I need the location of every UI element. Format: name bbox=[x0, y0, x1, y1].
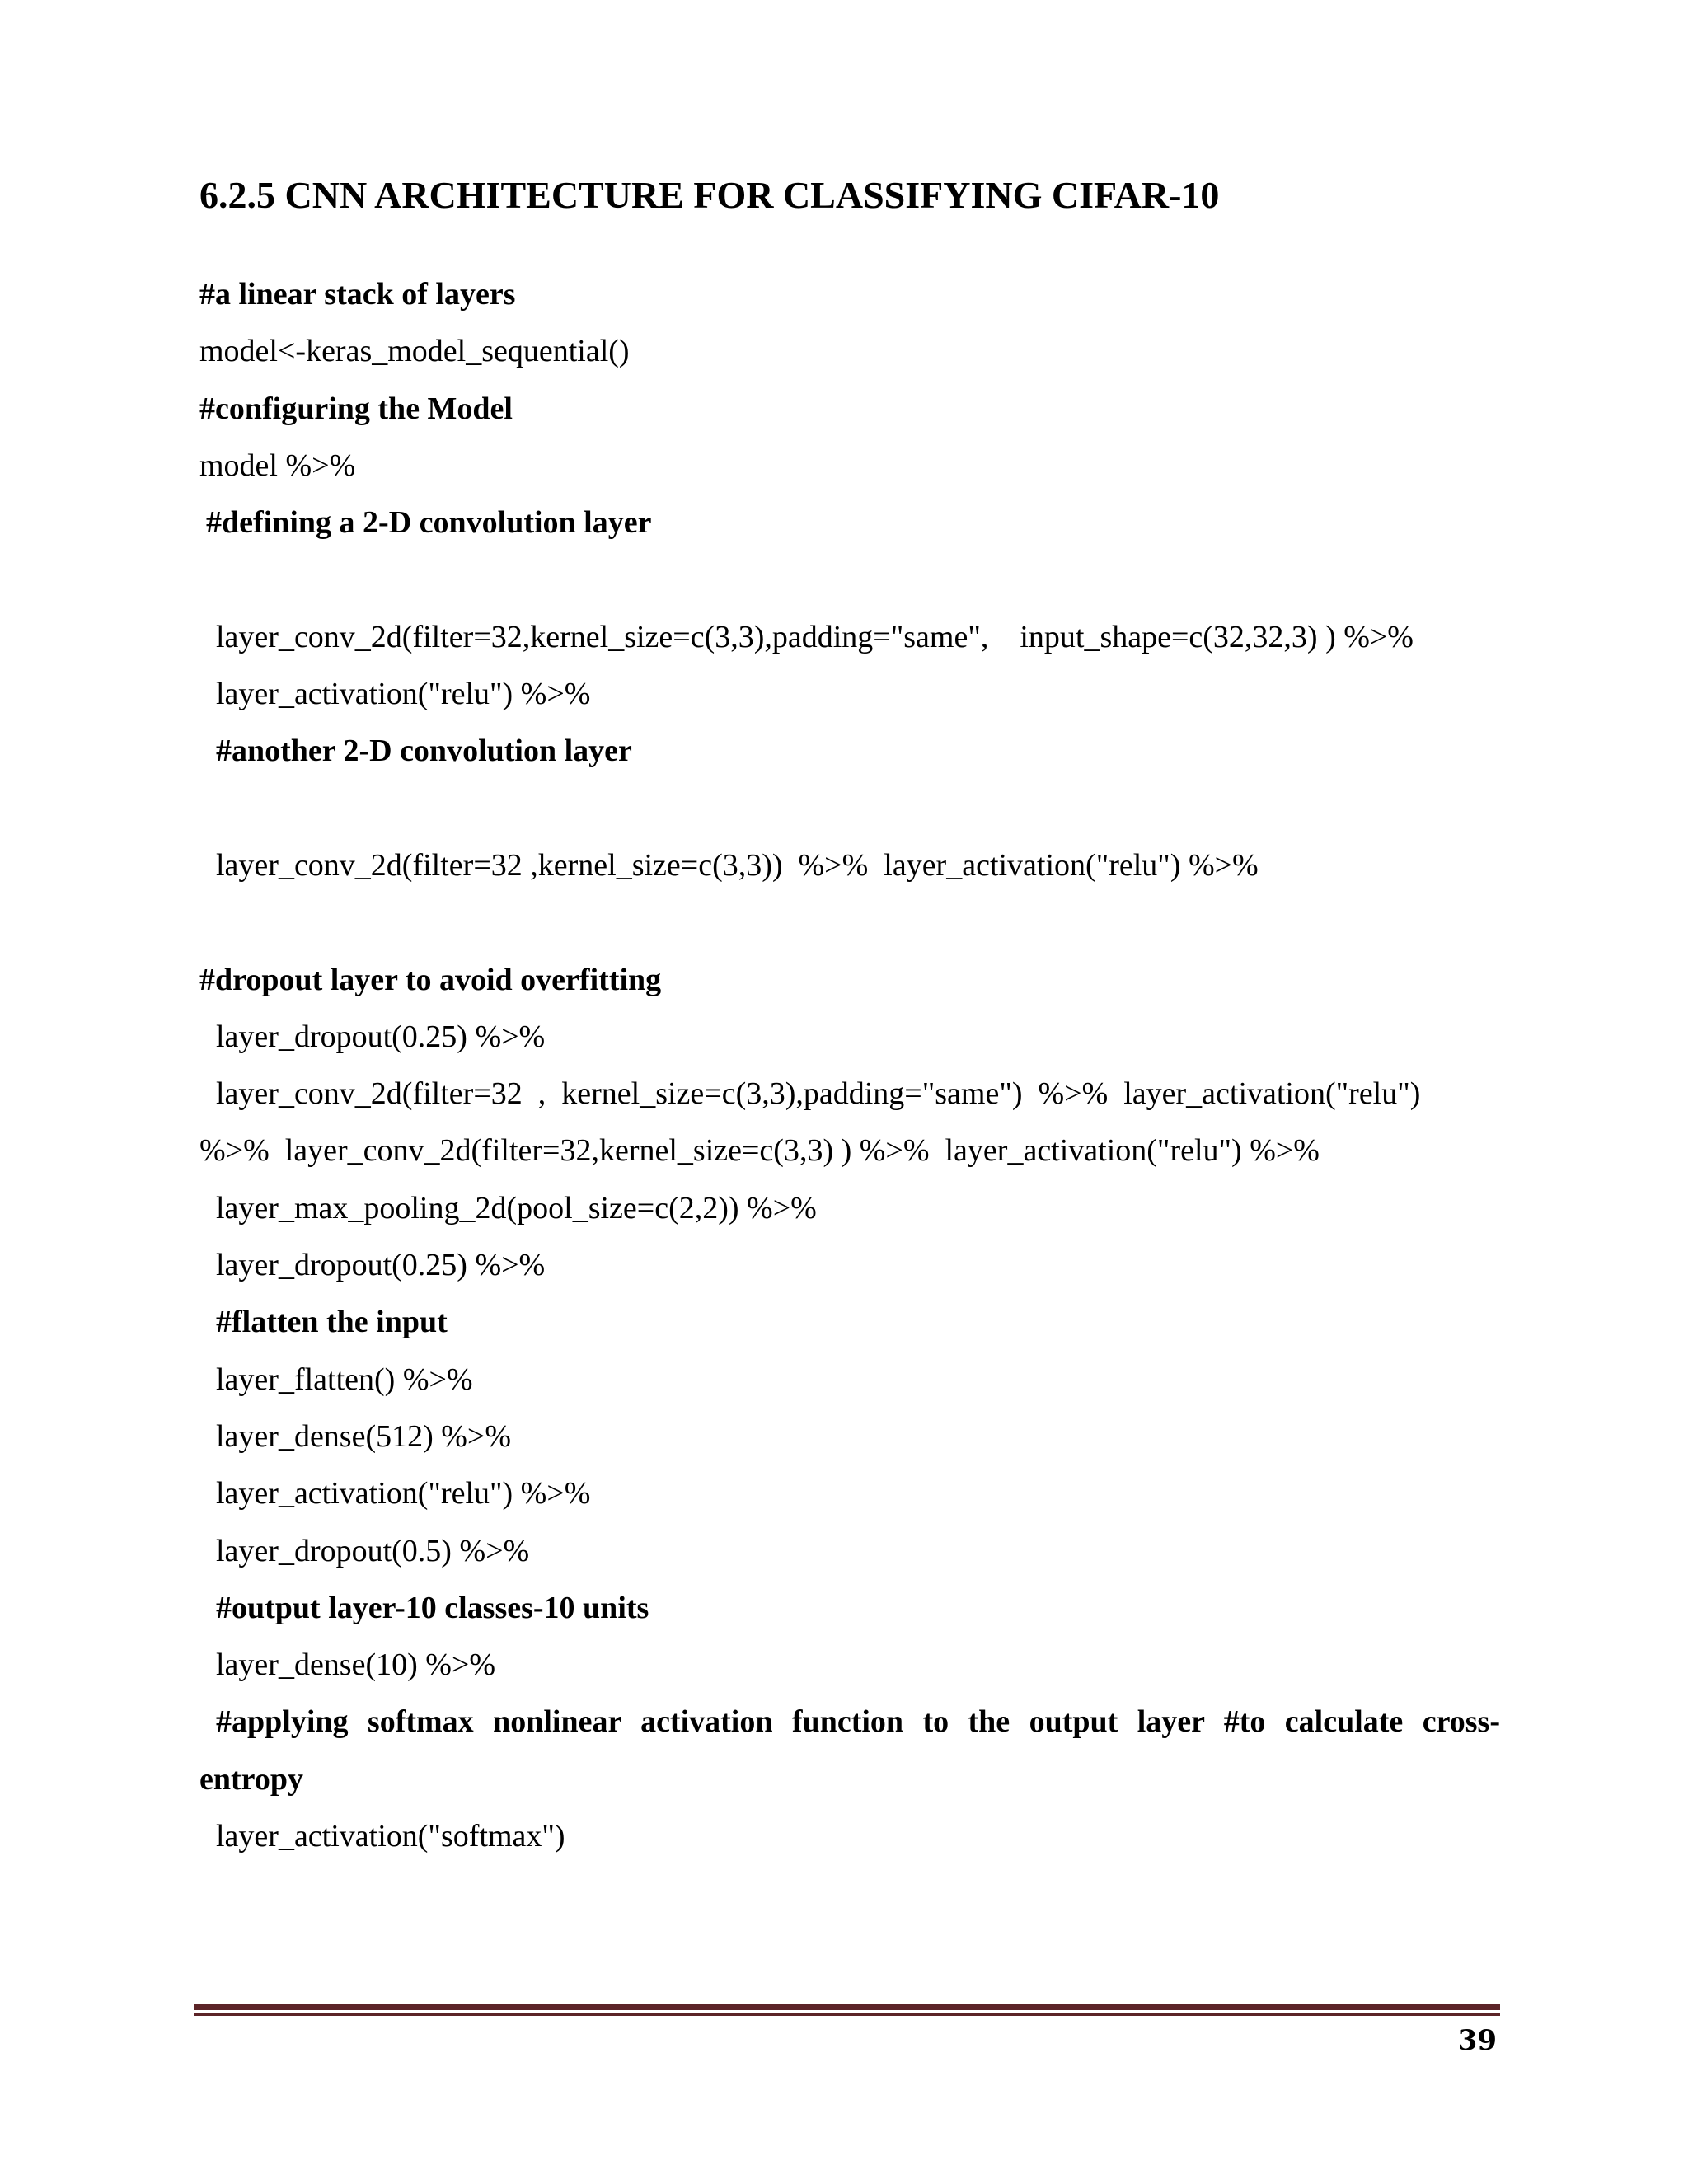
code-line: layer_conv_2d(filter=32,kernel_size=c(3,3),padding="same", input_shape=c(32,32,3) ) %>% bbox=[216, 619, 1414, 654]
code-listing bbox=[199, 266, 1500, 1865]
page-number: 39 bbox=[1457, 2024, 1497, 2057]
code-comment: #flatten the input bbox=[216, 1305, 448, 1340]
code-line: layer_conv_2d(filter=32 , kernel_size=c(3,3),padding="same") %>% layer_activation("relu") bbox=[216, 1076, 1421, 1112]
footer-rule-thin bbox=[194, 2013, 1500, 2016]
code-line: layer_dropout(0.5) %>% bbox=[216, 1533, 530, 1568]
code-comment: #output layer-10 classes-10 units bbox=[216, 1590, 649, 1625]
code-comment: #another 2-D convolution layer bbox=[216, 733, 632, 769]
code-comment: entropy bbox=[199, 1761, 303, 1797]
code-line: %>% layer_conv_2d(filter=32,kernel_size=c(3,3) ) %>% layer_activation("relu") %>% bbox=[199, 1133, 1320, 1169]
code-line: layer_activation("relu") %>% bbox=[216, 677, 591, 712]
code-line: layer_max_pooling_2d(pool_size=c(2,2)) %>% bbox=[216, 1190, 817, 1226]
footer-rule bbox=[194, 2004, 1500, 2010]
code-line: layer_dropout(0.25) %>% bbox=[216, 1019, 546, 1054]
code-line: layer_flatten() %>% bbox=[216, 1361, 473, 1397]
code-comment: #dropout layer to avoid overfitting bbox=[199, 962, 662, 997]
code-line: layer_conv_2d(filter=32 ,kernel_size=c(3,3)) %>% layer_activation("relu") %>% bbox=[216, 847, 1259, 883]
blank-line bbox=[199, 551, 1500, 608]
code-line: layer_dense(10) %>% bbox=[216, 1647, 496, 1683]
section-heading: 6.2.5 CNN ARCHITECTURE FOR CLASSIFYING CIFAR-10 bbox=[199, 174, 1220, 216]
code-line: model<-keras_model_sequential() bbox=[199, 334, 630, 369]
code-comment: #a linear stack of layers bbox=[199, 277, 516, 312]
code-line: layer_activation("softmax") bbox=[216, 1819, 565, 1854]
blank-line bbox=[199, 780, 1500, 837]
code-comment: #configuring the Model bbox=[199, 391, 513, 426]
code-line: layer_dropout(0.25) %>% bbox=[216, 1248, 546, 1283]
code-comment: #defining a 2-D convolution layer bbox=[206, 505, 652, 541]
code-line: layer_dense(512) %>% bbox=[216, 1418, 512, 1454]
code-line: model %>% bbox=[199, 448, 356, 483]
code-comment: #applying softmax nonlinear activation function to the output layer #to calculate cross- bbox=[216, 1704, 1500, 1740]
blank-line bbox=[199, 894, 1500, 951]
code-line: layer_activation("relu") %>% bbox=[216, 1476, 591, 1511]
